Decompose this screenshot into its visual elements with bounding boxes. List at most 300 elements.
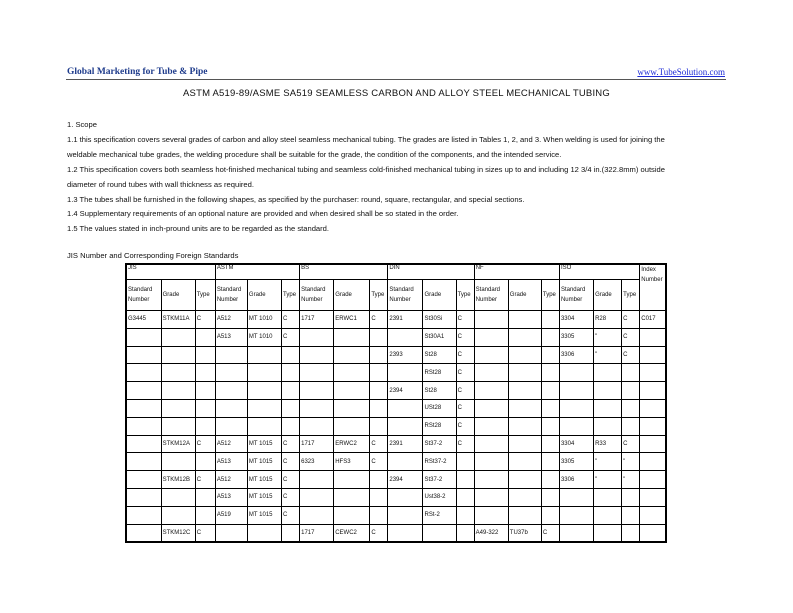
- table-cell: [370, 364, 388, 382]
- table-cell: [195, 506, 215, 524]
- table-cell: [541, 417, 559, 435]
- group-header-astm: ASTM: [215, 264, 299, 280]
- sub-header-iso-type: Type: [622, 280, 640, 311]
- table-cell: [474, 311, 508, 329]
- table-cell: [622, 506, 640, 524]
- table-cell: [282, 399, 300, 417]
- sub-header-din-grade: Grade: [423, 280, 456, 311]
- table-cell: [474, 328, 508, 346]
- table-cell: C: [541, 524, 559, 542]
- scope-1-4: 1.4 Supplementary requirements of an optional nature are provided and when desired shall be so stated in the order.: [67, 209, 459, 219]
- table-cell: [126, 435, 161, 453]
- table-cell: C: [622, 435, 640, 453]
- table-row: [126, 524, 666, 542]
- scope-1-5: 1.5 The values stated in inch-pround units are to be regarded as the standard.: [67, 224, 330, 234]
- table-cell: [622, 417, 640, 435]
- table-cell: HFS3: [334, 453, 370, 471]
- table-cell: St30A1: [423, 328, 456, 346]
- table-cell: C: [456, 311, 474, 329]
- table-cell: TU37b: [508, 524, 541, 542]
- table-cell: [456, 524, 474, 542]
- sub-header-din-standard-number: Standard Number: [388, 280, 423, 311]
- table-cell: C: [370, 435, 388, 453]
- sub-header-iso-standard-number: Standard Number: [559, 280, 593, 311]
- table-cell: [559, 524, 593, 542]
- table-cell: [541, 311, 559, 329]
- table-cell: 3304: [559, 435, 593, 453]
- table-cell: [247, 346, 281, 364]
- table-cell: [300, 382, 334, 400]
- table-cell: [622, 488, 640, 506]
- table-row: [126, 311, 666, 329]
- table-cell: [594, 488, 622, 506]
- table-cell: [126, 346, 161, 364]
- table-cell: ": [594, 453, 622, 471]
- table-cell: A49-322: [474, 524, 508, 542]
- table-cell: [559, 364, 593, 382]
- table-cell: [541, 453, 559, 471]
- table-cell: [215, 417, 247, 435]
- table-cell: [541, 346, 559, 364]
- scope-1-2-line1: 1.2 This specification covers both seamless hot-finished mechanical tubing and seamless cold-finished mechanical tubing in sizes up to and including 12 3/4 in.(322.8mm) outside: [67, 164, 665, 174]
- table-cell: [126, 488, 161, 506]
- table-cell: [370, 506, 388, 524]
- table-cell: [282, 382, 300, 400]
- table-cell: [622, 364, 640, 382]
- table-row: [126, 346, 666, 364]
- table-cell: St28: [423, 346, 456, 364]
- table-cell: C: [622, 311, 640, 329]
- table-cell: 3306: [559, 471, 593, 489]
- table-cell: [474, 417, 508, 435]
- table-cell: [247, 417, 281, 435]
- table-cell: ": [594, 471, 622, 489]
- table-cell: C: [622, 346, 640, 364]
- company-name: Global Marketing for Tube & Pipe: [67, 67, 208, 77]
- table-cell: [559, 382, 593, 400]
- table-cell: [508, 471, 541, 489]
- table-cell: [559, 417, 593, 435]
- table-cell: [161, 417, 195, 435]
- table-cell: C: [370, 524, 388, 542]
- table-cell: [126, 453, 161, 471]
- table-cell: [640, 506, 666, 524]
- table-cell: [161, 328, 195, 346]
- table-cell: [541, 506, 559, 524]
- table-cell: [161, 453, 195, 471]
- table-cell: MT 1015: [247, 506, 281, 524]
- table-cell: MT 1010: [247, 328, 281, 346]
- table-cell: [126, 399, 161, 417]
- table-cell: [474, 435, 508, 453]
- table-cell: [370, 346, 388, 364]
- table-cell: ": [594, 346, 622, 364]
- table-cell: 2394: [388, 382, 423, 400]
- sub-header-iso-grade: Grade: [594, 280, 622, 311]
- sub-header-astm-type: Type: [282, 280, 300, 311]
- table-cell: [622, 524, 640, 542]
- table-cell: [334, 382, 370, 400]
- table-cell: MT 1015: [247, 488, 281, 506]
- table-cell: MT 1015: [247, 435, 281, 453]
- table-cell: 2391: [388, 311, 423, 329]
- group-header-bs: BS: [300, 264, 388, 280]
- table-cell: St28: [423, 382, 456, 400]
- table-cell: [126, 471, 161, 489]
- sub-header-nf-grade: Grade: [508, 280, 541, 311]
- table-cell: 3304: [559, 311, 593, 329]
- table-cell: [640, 417, 666, 435]
- table-cell: [541, 488, 559, 506]
- table-row: [126, 453, 666, 471]
- table-cell: C: [195, 435, 215, 453]
- table-cell: [474, 364, 508, 382]
- table-cell: [388, 453, 423, 471]
- sub-header-din-type: Type: [456, 280, 474, 311]
- group-header-row: [126, 264, 666, 280]
- table-cell: [126, 364, 161, 382]
- table-cell: [474, 382, 508, 400]
- table-cell: [300, 399, 334, 417]
- table-cell: [541, 364, 559, 382]
- table-cell: [541, 471, 559, 489]
- table-cell: ERWC2: [334, 435, 370, 453]
- website-link[interactable]: www.TubeSolution.com: [637, 67, 725, 77]
- scope-1-2-line2: diameter of round tubes with wall thickness as required.: [67, 179, 254, 189]
- sub-header-astm-standard-number: Standard Number: [215, 280, 247, 311]
- table-cell: [640, 453, 666, 471]
- scope-section: [67, 118, 731, 237]
- table-cell: [541, 328, 559, 346]
- table-cell: C017: [640, 311, 666, 329]
- table-cell: [388, 488, 423, 506]
- table-cell: [594, 417, 622, 435]
- table-cell: [334, 506, 370, 524]
- table-row: [126, 399, 666, 417]
- table-cell: [300, 364, 334, 382]
- table-cell: C: [622, 328, 640, 346]
- table-cell: [474, 399, 508, 417]
- table-cell: C: [456, 328, 474, 346]
- table-cell: A512: [215, 311, 247, 329]
- table-cell: [388, 364, 423, 382]
- table-cell: R28: [594, 311, 622, 329]
- table-cell: 3306: [559, 346, 593, 364]
- table-cell: [508, 435, 541, 453]
- table-cell: [334, 471, 370, 489]
- scope-1-3: 1.3 The tubes shall be furnished in the following shapes, as specified by the purchaser: round, square, rectangular, and special sections.: [67, 194, 525, 204]
- table-cell: [370, 328, 388, 346]
- sub-header-row: [126, 280, 666, 311]
- table-cell: ": [622, 453, 640, 471]
- table-cell: [594, 399, 622, 417]
- table-cell: [300, 417, 334, 435]
- table-cell: [300, 328, 334, 346]
- header-rule: [66, 79, 726, 80]
- table-cell: [247, 364, 281, 382]
- table-cell: [388, 524, 423, 542]
- table-cell: [456, 506, 474, 524]
- group-header-jis: JIS: [126, 264, 215, 280]
- table-cell: [195, 382, 215, 400]
- table-cell: 6323: [300, 453, 334, 471]
- table-cell: [282, 524, 300, 542]
- table-cell: [195, 399, 215, 417]
- table-cell: MT 1010: [247, 311, 281, 329]
- table-cell: [195, 417, 215, 435]
- table-cell: C: [456, 399, 474, 417]
- table-cell: [508, 417, 541, 435]
- table-cell: RSt-2: [423, 506, 456, 524]
- table-cell: [247, 524, 281, 542]
- table-row: [126, 435, 666, 453]
- table-cell: [640, 488, 666, 506]
- table-cell: [594, 524, 622, 542]
- sub-header-bs-type: Type: [370, 280, 388, 311]
- table-cell: C: [282, 488, 300, 506]
- table-cell: C: [282, 471, 300, 489]
- table-cell: [541, 435, 559, 453]
- table-cell: 2391: [388, 435, 423, 453]
- table-cell: [126, 382, 161, 400]
- index-number-header: Index Number: [640, 264, 666, 311]
- table-cell: [161, 506, 195, 524]
- table-cell: [215, 399, 247, 417]
- table-cell: C: [456, 382, 474, 400]
- table-cell: St30Si: [423, 311, 456, 329]
- table-cell: C: [456, 364, 474, 382]
- table-cell: C: [282, 311, 300, 329]
- table-cell: [541, 399, 559, 417]
- table-cell: C: [370, 453, 388, 471]
- table-cell: [559, 506, 593, 524]
- table-cell: 1717: [300, 311, 334, 329]
- table-cell: A512: [215, 471, 247, 489]
- table-cell: [640, 524, 666, 542]
- table-cell: C: [282, 506, 300, 524]
- table-cell: [247, 399, 281, 417]
- table-cell: [282, 417, 300, 435]
- sub-header-bs-grade: Grade: [334, 280, 370, 311]
- table-cell: [126, 417, 161, 435]
- group-header-din: DIN: [388, 264, 474, 280]
- table-cell: ": [594, 328, 622, 346]
- table-cell: [622, 382, 640, 400]
- table-cell: [215, 364, 247, 382]
- table-cell: [508, 506, 541, 524]
- table-cell: [300, 506, 334, 524]
- table-cell: [282, 364, 300, 382]
- table-cell: [541, 382, 559, 400]
- table-cell: [508, 364, 541, 382]
- table-cell: [559, 488, 593, 506]
- table-cell: [161, 382, 195, 400]
- table-cell: 3305: [559, 453, 593, 471]
- table-cell: [334, 364, 370, 382]
- table-cell: [594, 382, 622, 400]
- table-cell: [594, 506, 622, 524]
- sub-header-nf-standard-number: Standard Number: [474, 280, 508, 311]
- table-caption: JIS Number and Corresponding Foreign Standards: [67, 251, 239, 260]
- table-cell: [334, 346, 370, 364]
- table-cell: [594, 364, 622, 382]
- table-cell: [640, 382, 666, 400]
- table-cell: C: [456, 346, 474, 364]
- table-cell: [640, 328, 666, 346]
- table-cell: [215, 382, 247, 400]
- table-cell: [161, 399, 195, 417]
- table-cell: STKM12C: [161, 524, 195, 542]
- table-cell: [334, 488, 370, 506]
- table-cell: [474, 346, 508, 364]
- table-cell: 1717: [300, 524, 334, 542]
- table-cell: [456, 471, 474, 489]
- table-cell: [334, 328, 370, 346]
- sub-header-nf-type: Type: [541, 280, 559, 311]
- table-cell: C: [195, 471, 215, 489]
- table-cell: [474, 471, 508, 489]
- table-cell: [640, 399, 666, 417]
- table-cell: [300, 346, 334, 364]
- table-cell: A513: [215, 453, 247, 471]
- table-cell: 1717: [300, 435, 334, 453]
- table-cell: C: [282, 453, 300, 471]
- table-cell: [508, 328, 541, 346]
- table-cell: ": [622, 471, 640, 489]
- table-cell: [474, 506, 508, 524]
- table-cell: 2393: [388, 346, 423, 364]
- table-cell: C: [456, 435, 474, 453]
- scope-1-1-line1: 1.1 this specification covers several grades of carbon and alloy steel seamless mechanical tubing. The grades are listed in Tables 1, 2, and 3. When welding is used for joining the: [67, 134, 665, 144]
- table-cell: [388, 506, 423, 524]
- table-cell: C: [370, 311, 388, 329]
- table-cell: [622, 399, 640, 417]
- table-cell: [215, 346, 247, 364]
- table-cell: STKM12B: [161, 471, 195, 489]
- table-cell: RSt28: [423, 417, 456, 435]
- table-cell: [126, 328, 161, 346]
- table-cell: USt28: [423, 399, 456, 417]
- table-cell: [388, 328, 423, 346]
- table-cell: [388, 399, 423, 417]
- table-cell: [215, 524, 247, 542]
- table-cell: [370, 399, 388, 417]
- table-cell: RSt28: [423, 364, 456, 382]
- table-cell: [508, 382, 541, 400]
- document-title: ASTM A519-89/ASME SA519 SEAMLESS CARBON AND ALLOY STEEL MECHANICAL TUBING: [183, 88, 610, 99]
- table-cell: 2394: [388, 471, 423, 489]
- table-cell: [195, 346, 215, 364]
- table-cell: STKM12A: [161, 435, 195, 453]
- table-cell: A513: [215, 328, 247, 346]
- table-cell: [474, 488, 508, 506]
- table-cell: [126, 506, 161, 524]
- table-cell: [370, 417, 388, 435]
- sub-header-jis-standard-number: Standard Number: [126, 280, 161, 311]
- table-cell: [300, 471, 334, 489]
- table-cell: [161, 364, 195, 382]
- table-cell: [300, 488, 334, 506]
- table-cell: [195, 453, 215, 471]
- table-cell: [126, 524, 161, 542]
- table-cell: [370, 471, 388, 489]
- table-row: [126, 488, 666, 506]
- table-cell: C: [282, 435, 300, 453]
- table-cell: [195, 364, 215, 382]
- table-cell: A513: [215, 488, 247, 506]
- table-cell: [559, 399, 593, 417]
- table-cell: [161, 346, 195, 364]
- sub-header-bs-standard-number: Standard Number: [300, 280, 334, 311]
- table-cell: CEWC2: [334, 524, 370, 542]
- table-cell: MT 1015: [247, 453, 281, 471]
- table-row: [126, 328, 666, 346]
- table-cell: [640, 346, 666, 364]
- table-cell: R33: [594, 435, 622, 453]
- table-cell: St37-2: [423, 435, 456, 453]
- table-cell: A512: [215, 435, 247, 453]
- table-cell: A519: [215, 506, 247, 524]
- table-row: [126, 471, 666, 489]
- group-header-iso: ISO: [559, 264, 639, 280]
- table-cell: [456, 488, 474, 506]
- table-cell: [508, 453, 541, 471]
- table-cell: [640, 471, 666, 489]
- table-cell: [370, 488, 388, 506]
- table-cell: MT 1015: [247, 471, 281, 489]
- table-cell: [370, 382, 388, 400]
- scope-1-1-line2: weldable mechanical tube grades, the welding procedure shall be suitable for the grade, the condition of the components, and the intended service.: [67, 149, 562, 159]
- table-cell: [474, 453, 508, 471]
- table-cell: C: [282, 328, 300, 346]
- table-cell: [508, 488, 541, 506]
- table-cell: C: [195, 311, 215, 329]
- table-cell: Ust38-2: [423, 488, 456, 506]
- table-cell: G3445: [126, 311, 161, 329]
- table-cell: [423, 524, 456, 542]
- table-cell: [195, 488, 215, 506]
- table-cell: [640, 364, 666, 382]
- table-cell: ERWC1: [334, 311, 370, 329]
- scope-heading: 1. Scope: [67, 120, 97, 129]
- table-row: [126, 506, 666, 524]
- table-cell: [640, 435, 666, 453]
- table-cell: [508, 311, 541, 329]
- table-cell: 3305: [559, 328, 593, 346]
- table-cell: [161, 488, 195, 506]
- table-cell: [508, 399, 541, 417]
- table-cell: STKM11A: [161, 311, 195, 329]
- table-row: [126, 382, 666, 400]
- table-cell: [334, 417, 370, 435]
- table-cell: C: [456, 417, 474, 435]
- table-cell: [282, 346, 300, 364]
- sub-header-astm-grade: Grade: [247, 280, 281, 311]
- table-cell: [456, 453, 474, 471]
- sub-header-jis-type: Type: [195, 280, 215, 311]
- group-header-nf: NF: [474, 264, 559, 280]
- table-row: [126, 364, 666, 382]
- sub-header-jis-grade: Grade: [161, 280, 195, 311]
- table-cell: C: [195, 524, 215, 542]
- table-cell: St37-2: [423, 471, 456, 489]
- standards-table: [125, 263, 667, 543]
- table-cell: [195, 328, 215, 346]
- table-cell: [388, 417, 423, 435]
- table-cell: [334, 399, 370, 417]
- table-cell: [247, 382, 281, 400]
- table-row: [126, 417, 666, 435]
